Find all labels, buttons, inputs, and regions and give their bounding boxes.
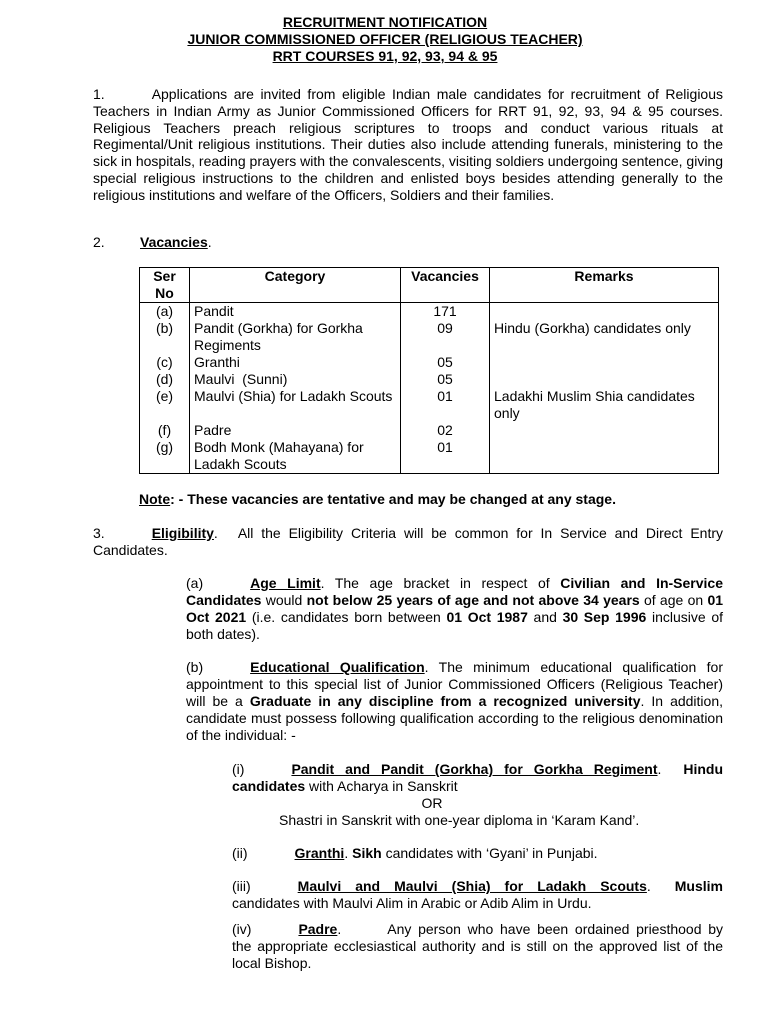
item-ii-number: (ii) (232, 845, 248, 861)
cell-remarks: Hindu (Gorkha) candidates only (490, 320, 719, 354)
item-i-bold: Hindu candidates (232, 761, 724, 794)
col-header-vacancies: Vacancies (401, 268, 490, 303)
cell-ser: (g) (140, 439, 190, 474)
item-iii-number: (iii) (232, 878, 251, 894)
item-pandit (232, 761, 723, 829)
para1-number: 1. (93, 86, 105, 102)
cell-remarks (490, 439, 719, 474)
item-i-number: (i) (232, 761, 245, 777)
cell-vacancies: 01 (401, 388, 490, 422)
section-vacancies-heading (93, 234, 212, 250)
item-ii-text: candidates with ‘Gyani’ in Punjabi. (381, 845, 598, 861)
age-limit-clause (186, 575, 723, 643)
document-header (0, 14, 770, 65)
age-bold-4: 01 Oct 1987 (446, 609, 528, 625)
item-iii-text: candidates with Maulvi Alim in Arabic or Adib Alim in Urdu. (232, 895, 592, 911)
item-i-or: OR (421, 795, 443, 811)
item-maulvi (232, 878, 723, 912)
age-bold-2: not below 25 years of age and not above 34 years (306, 592, 640, 608)
cell-ser: (f) (140, 422, 190, 439)
eligibility-label: Eligibility (151, 525, 214, 541)
item-iii-label: Maulvi and Maulvi (Shia) for Ladakh Scouts (297, 878, 647, 894)
educational-qualification-clause (186, 659, 723, 744)
edu-bold-1: Graduate in any discipline from a recognized university (249, 693, 641, 709)
cell-ser: (e) (140, 388, 190, 422)
cell-ser: (c) (140, 354, 190, 371)
age-number: (a) (186, 575, 204, 591)
cell-remarks: Ladakhi Muslim Shia candidates only (490, 388, 719, 422)
header-line-2: JUNIOR COMMISSIONED OFFICER (RELIGIOUS TEACHER) (187, 31, 583, 47)
cell-remarks (490, 354, 719, 371)
cell-vacancies: 05 (401, 354, 490, 371)
cell-category: Maulvi (Shia) for Ladakh Scouts (190, 388, 401, 422)
age-text-3: of age on (639, 592, 708, 608)
vacancies-table (139, 267, 719, 474)
cell-vacancies: 09 (401, 320, 490, 354)
age-bold-1: Civilian and In-Service Candidates (186, 575, 723, 608)
table-row (140, 303, 719, 321)
cell-category: Granthi (190, 354, 401, 371)
edu-label: Educational Qualification (250, 659, 425, 675)
col-header-remarks: Remarks (490, 268, 719, 303)
cell-category: Pandit (Gorkha) for Gorkha Regiments (190, 320, 401, 354)
vacancies-label: Vacancies (140, 234, 208, 250)
age-limit-label: Age Limit (250, 575, 321, 591)
para1-text: Applications are invited from eligible Indian male candidates for recruitment of Religious Teachers in Indian Army as Junior Commissioned Officers for RRT 91, 92, 93, 94 & 95 courses. Religious Teachers preach religious scriptures to troops and conduct various rituals at Regimental/Unit religious institutions. Their duties also include attending funerals, ministering to the sick in hospitals, reading prayers with the convalescents, visiting soldiers undergoing sentence, giving special religious instructions to the children and enlisted boys besides attending generally to the religious institutions and welfare of the Officers, Soldiers and their families. (93, 86, 723, 203)
item-ii-dot: . (344, 845, 349, 861)
cell-ser: (d) (140, 371, 190, 388)
cell-vacancies: 02 (401, 422, 490, 439)
header-line-1: RECRUITMENT NOTIFICATION (282, 14, 488, 30)
para3-number: 3. (93, 525, 105, 541)
vacancies-dot: . (207, 234, 212, 250)
item-iv-dot: . (337, 921, 342, 937)
cell-vacancies: 05 (401, 371, 490, 388)
table-row (140, 354, 719, 371)
cell-category: Pandit (190, 303, 401, 321)
item-padre (232, 921, 723, 972)
table-row (140, 320, 719, 354)
item-iv-text: Any person who have been ordained priesthood by the appropriate ecclesiastical authority and is still on the approved list of the local Bishop. (232, 921, 723, 971)
cell-remarks (490, 371, 719, 388)
item-granthi (232, 845, 723, 862)
table-row (140, 371, 719, 388)
col-header-ser: Ser No (140, 268, 190, 303)
cell-vacancies: 01 (401, 439, 490, 474)
table-header-row (140, 268, 719, 303)
edu-text-1: . The minimum educational qualification for appointment to this special list of Junior Commissioned Officers (Religious Teacher) will be a (186, 659, 723, 709)
item-ii-bold: Sikh (352, 845, 382, 861)
note-text: : - These vacancies are tentative and may be changed at any stage. (170, 491, 616, 507)
edu-text-2: . In addition, candidate must possess following qualification according to the religious denomination of the individual: - (186, 693, 724, 743)
item-i-label: Pandit and Pandit (Gorkha) for Gorkha Regiment (291, 761, 658, 777)
para3-text: All the Eligibility Criteria will be common for In Service and Direct Entry Candidates. (93, 525, 723, 558)
col-header-category: Category (190, 268, 401, 303)
item-iii-bold: Muslim (674, 878, 723, 894)
cell-category: Maulvi (Sunni) (190, 371, 401, 388)
cell-remarks (490, 422, 719, 439)
item-i-dot: . (657, 761, 662, 777)
cell-ser: (a) (140, 303, 190, 321)
age-bold-3: 01 Oct 2021 (186, 592, 724, 625)
vacancy-note (139, 491, 616, 507)
item-i-text-1: with Acharya in Sanskrit (305, 778, 458, 794)
paragraph-3: 3. Eligibility. All the Eligibility Criteria will be common for In Service and Direct Entry Candidates. (93, 525, 723, 558)
age-text-5: and (527, 609, 563, 625)
age-bold-5: 30 Sep 1996 (562, 609, 647, 625)
note-label: Note (139, 491, 171, 507)
age-text-1: . The age bracket in respect of (320, 575, 561, 591)
item-iv-label: Padre (298, 921, 338, 937)
age-text-6: inclusive of both dates). (186, 609, 723, 642)
age-text-2: would (261, 592, 307, 608)
para2-number: 2. (93, 234, 105, 250)
table-row (140, 439, 719, 474)
header-line-3: RRT COURSES 91, 92, 93, 94 & 95 (272, 48, 498, 64)
edu-number: (b) (186, 659, 204, 675)
table-row (140, 422, 719, 439)
cell-ser: (b) (140, 320, 190, 354)
item-i-text-2: Shastri in Sanskrit with one-year diploma in ‘Karam Kand’. (279, 812, 640, 828)
paragraph-1 (93, 86, 723, 204)
cell-vacancies: 171 (401, 303, 490, 321)
item-ii-label: Granthi (294, 845, 345, 861)
cell-category: Padre (190, 422, 401, 439)
item-iii-dot: . (646, 878, 651, 894)
table-row (140, 388, 719, 422)
cell-category: Bodh Monk (Mahayana) for Ladakh Scouts (190, 439, 401, 474)
age-text-4: (i.e. candidates born between (246, 609, 447, 625)
item-iv-number: (iv) (232, 921, 252, 937)
cell-remarks (490, 303, 719, 321)
